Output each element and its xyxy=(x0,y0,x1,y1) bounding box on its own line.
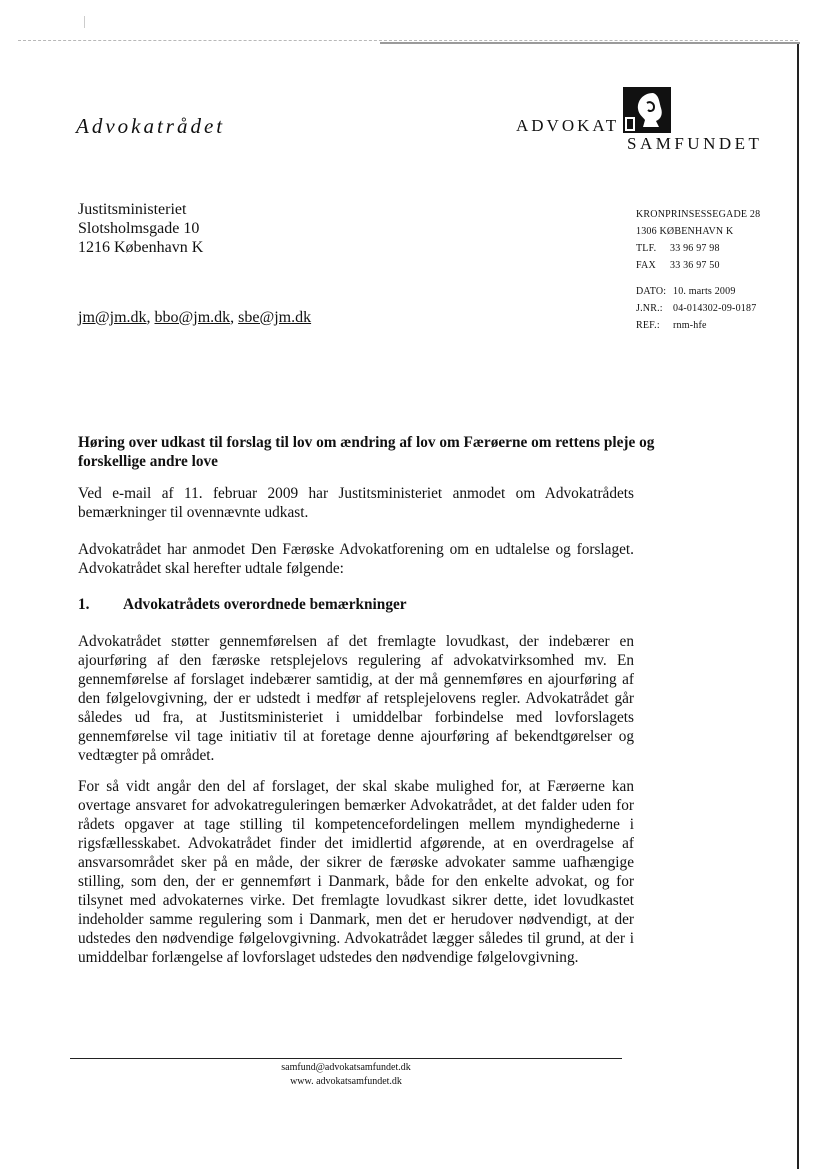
email-link-bbo[interactable]: bbo@jm.dk xyxy=(154,309,231,326)
recipient-line: Slotsholmsgade 10 xyxy=(78,220,200,237)
journal-row xyxy=(636,300,760,317)
date-label: DATO: xyxy=(636,286,667,297)
footer-divider xyxy=(70,1058,622,1059)
scan-line xyxy=(18,40,798,41)
email-link-jm[interactable]: jm@jm.dk xyxy=(78,309,147,326)
reference-row xyxy=(636,317,760,334)
logo-word-top: ADVOKAT xyxy=(516,116,620,135)
phone-label: TLF. xyxy=(636,243,657,254)
sender-city: 1306 KØBENHAVN K xyxy=(636,226,734,237)
paragraph-4: For så vidt angår den del af forslaget, der skal skabe mulighed for, at Færøerne kan overtage ansvaret for advokatreguleringen bemærker Advokatrådet, at det falder uden for rådets opgaver at tage stilling til kompetencefordelingen mellem myndighederne i rigsfællesskabet. Advokatrådet finder det imidlertid afgørende, at en overdragelse af ansvarsområdet sker på en måde, der sikrer de færøske advokater samme uafhængige stilling, som den, der er gennemført i Danmark, både for den enkelte advokat, og for tilsynet med advokaternes virke. Det fremlagte lovudkast sikrer dette, idet lovudkastet indeholder samme regulering som i Danmark, men det er herudover nødvendigt, at der udstedes den nødvendige følgelovgivning. Advokatrådet lægger således til grund, at der i umiddelbar forlængelse af lovforslaget udstedes den nødvendige følgelovgivning. xyxy=(78,778,634,966)
recipient-emails: jm@jm.dk, bbo@jm.dk, sbe@jm.dk xyxy=(78,309,312,326)
fax-label: FAX xyxy=(636,260,656,271)
fax-value: 33 36 97 50 xyxy=(670,260,720,271)
date-row xyxy=(636,283,760,300)
section-title: Advokatrådets overordnede bemærkninger xyxy=(123,596,407,613)
phone-value: 33 96 97 98 xyxy=(670,243,720,254)
paragraph-1: Ved e-mail af 11. februar 2009 har Justitsministeriet anmodet om Advokatrådets bemærkninger til ovennævnte udkast. xyxy=(78,485,634,521)
recipient-line: 1216 København K xyxy=(78,239,204,256)
letter-subject: Høring over udkast til forslag til lov om ændring af lov om Færøerne om rettens pleje og forskellige andre love xyxy=(78,434,655,470)
page-edge xyxy=(797,44,799,1169)
logo-icon xyxy=(623,87,671,133)
paragraph-3: Advokatrådet støtter gennemførelsen af det fremlagte lovudkast, der indebærer en ajourføring af den færøske retsplejelovs regulering af advokatvirksomhed mv. En gennemførelse af forslaget indebærer samtidig, at der må gennemføres en ajourføring af den følgelovgivning, der er udstedt i medfør af retsplejelovens regler. Advokatrådet går således ud fra, at Justitsministeriet i umiddelbar forbindelse med lovforslagets gennemførelse vil tage initiativ til at foretage denne ajourføring af bekendtgørelser og vedtægter på området. xyxy=(78,633,634,764)
reference-label: REF.: xyxy=(636,320,660,331)
email-link-sbe[interactable]: sbe@jm.dk xyxy=(238,309,312,326)
footer xyxy=(70,1061,622,1089)
journal-label: J.NR.: xyxy=(636,303,663,314)
sender-contact xyxy=(636,206,760,334)
organization-name: Advokatrådet xyxy=(76,114,226,138)
phone-row xyxy=(636,240,760,257)
section-heading xyxy=(78,596,407,614)
footer-email[interactable]: samfund@advokatsamfundet.dk xyxy=(281,1062,411,1073)
scan-mark xyxy=(84,16,85,28)
paragraph-2: Advokatrådet har anmodet Den Færøske Advokatforening om en udtalelse og forslaget. Advokatrådet skal herefter udtale følgende: xyxy=(78,541,634,577)
reference-value: rnm-hfe xyxy=(673,320,707,331)
date-value: 10. marts 2009 xyxy=(673,286,736,297)
recipient-line: Justitsministeriet xyxy=(78,201,187,218)
sender-street: KRONPRINSESSEGADE 28 xyxy=(636,209,761,220)
section-number: 1. xyxy=(78,596,90,613)
footer-website[interactable]: www. advokatsamfundet.dk xyxy=(290,1076,402,1087)
scan-line xyxy=(380,42,800,44)
recipient-address xyxy=(78,200,203,257)
journal-value: 04-014302-09-0187 xyxy=(673,303,757,314)
fax-row xyxy=(636,257,760,274)
logo-word-bottom: SAMFUNDET xyxy=(627,134,763,153)
